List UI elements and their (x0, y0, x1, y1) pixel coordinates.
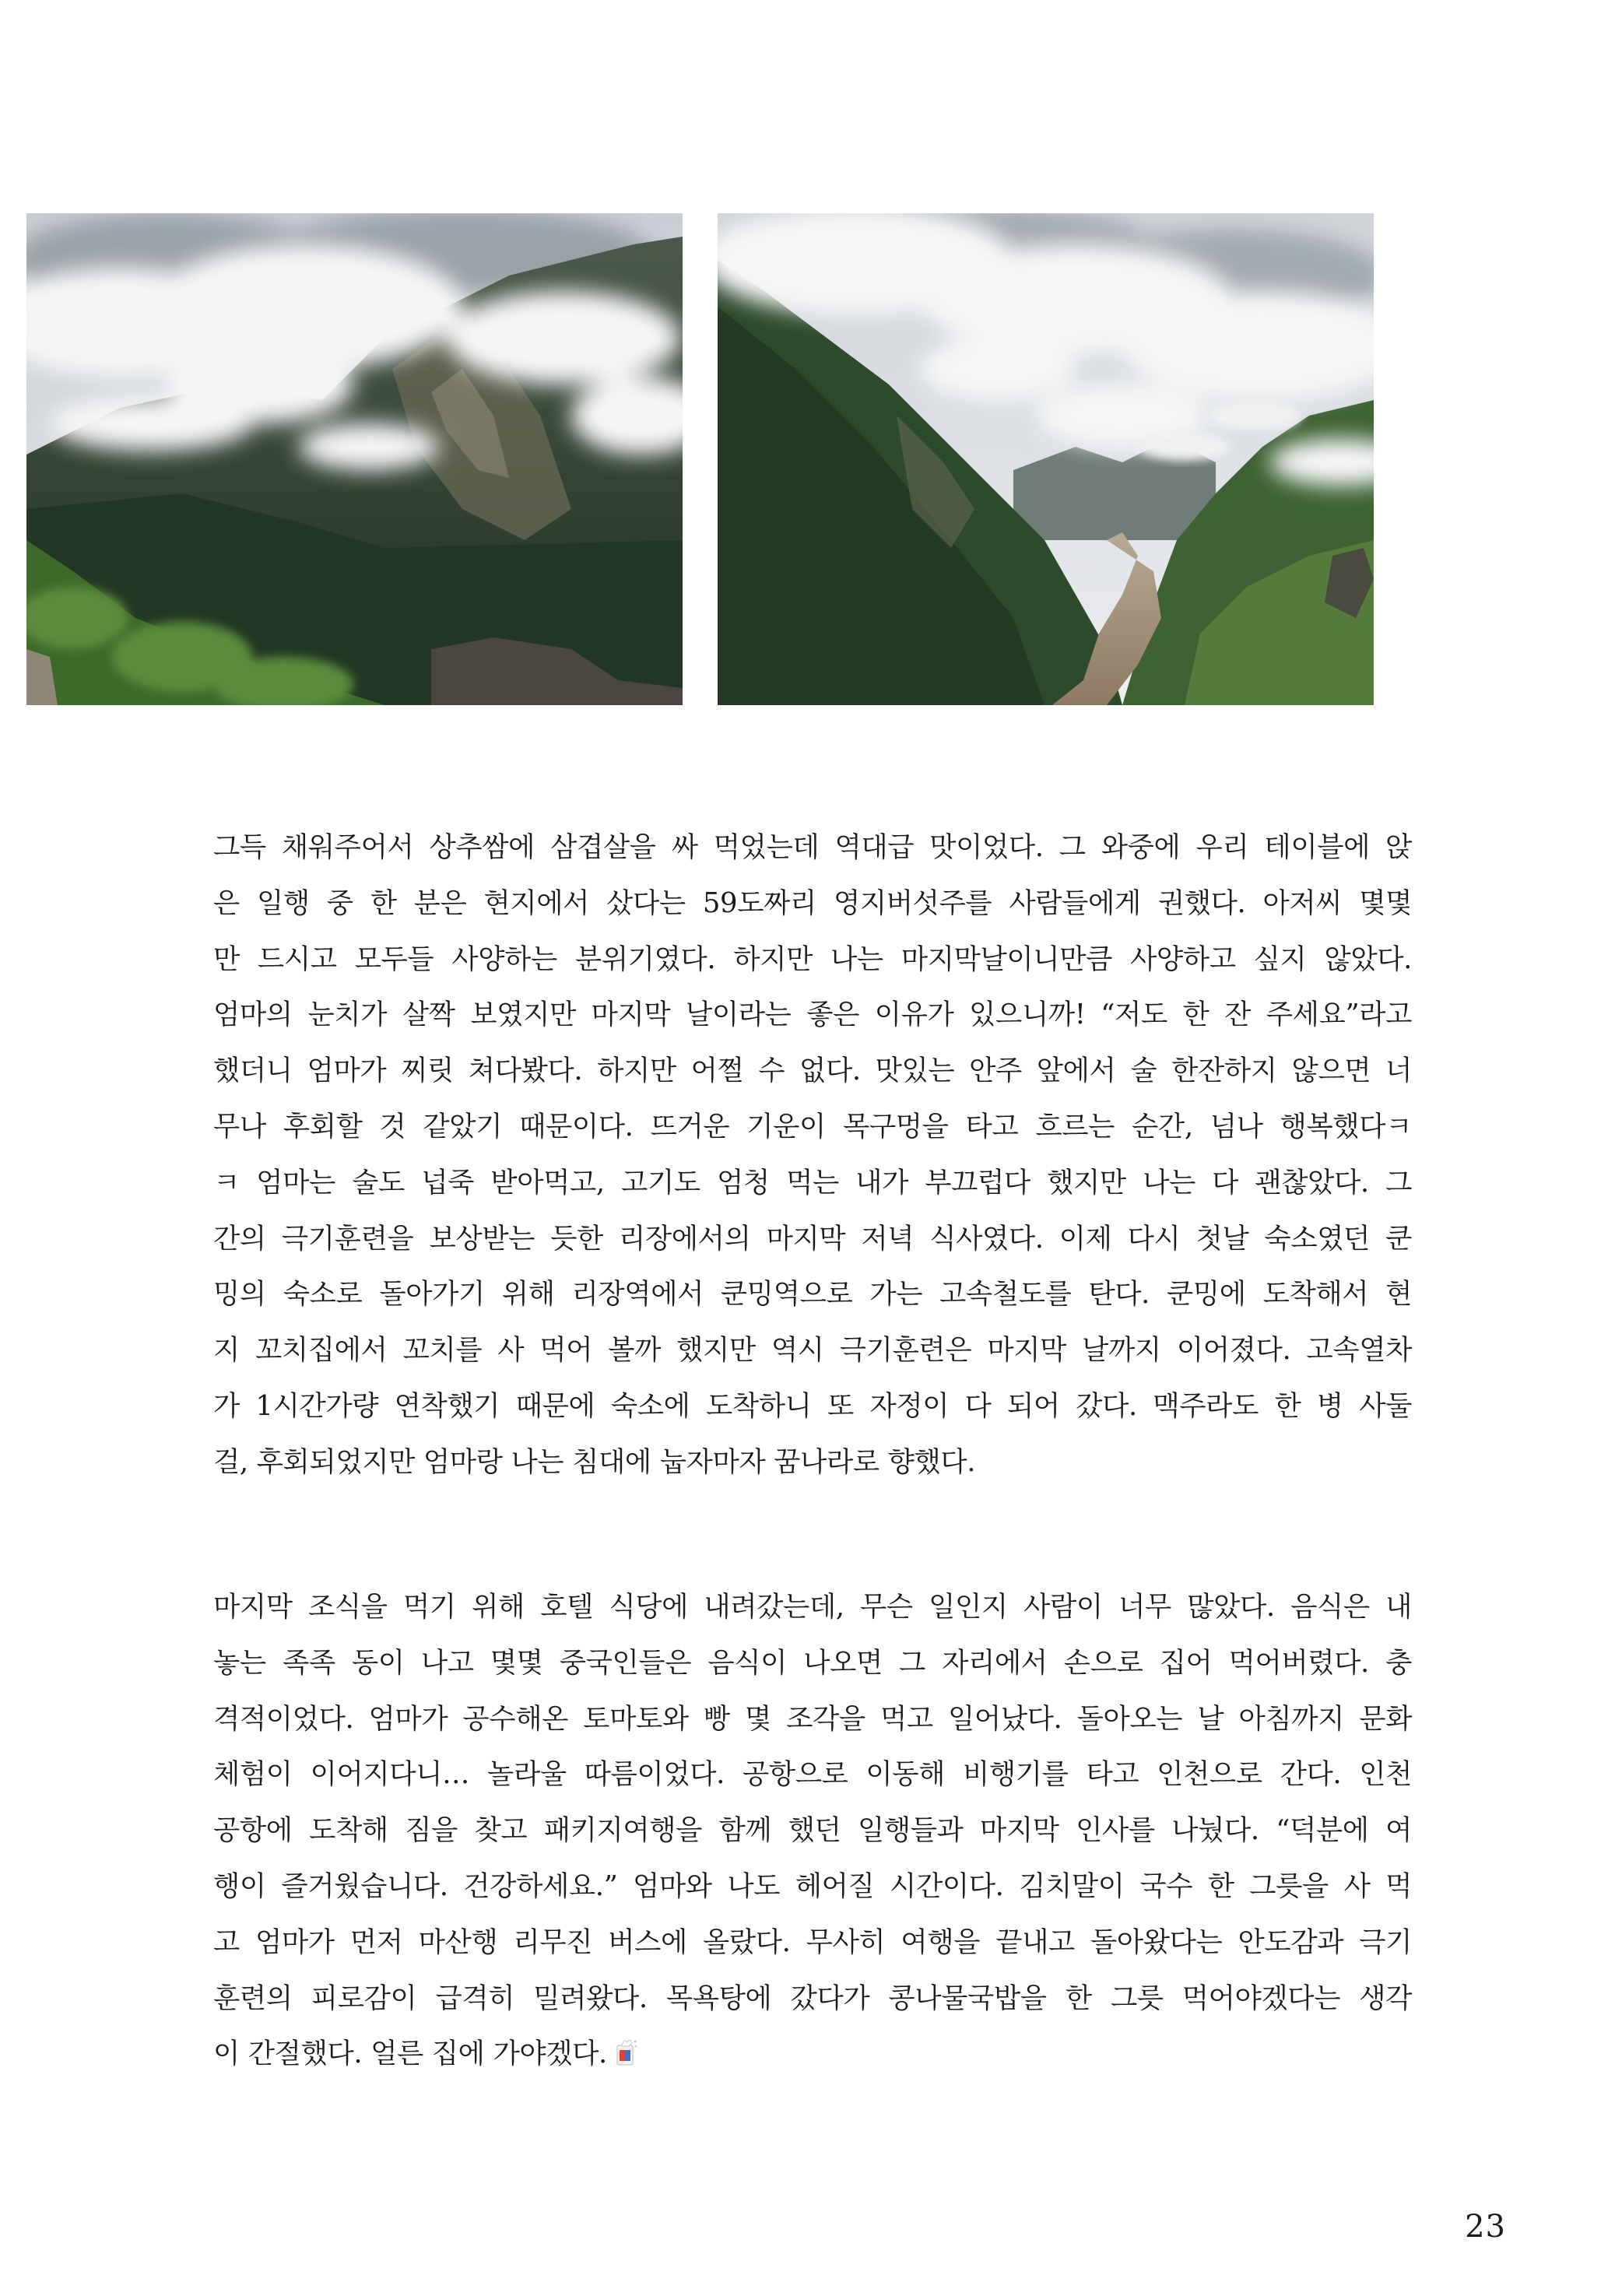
mountain-photo-left-image (26, 213, 683, 705)
text-line: 그득 채워주어서 상추쌈에 삼겹살을 싸 먹었는데 역대급 맛이었다. 그 와중에 우리 테이블에 앉 (213, 831, 1412, 863)
tissue-box-icon (615, 2031, 638, 2062)
page-number: 23 (1465, 2209, 1506, 2245)
text-line: 행이 즐거웠습니다. 건강하세요.” 엄마와 나도 헤어질 시간이다. 김치말이 국수 한 그릇을 사 먹 (213, 1869, 1412, 1902)
text-line: 만 드시고 모두들 사양하는 분위기였다. 하지만 나는 마지막날이니만큼 사양하고 싶지 않았다. (213, 943, 1412, 975)
text-line: 체험이 이어지다니… 놀라울 따름이었다. 공항으로 이동해 비행기를 타고 인천으로 간다. 인천 (213, 1758, 1412, 1791)
text-line: 격적이었다. 엄마가 공수해온 토마토와 빵 몇 조각을 먹고 일어났다. 돌아오는 날 아침까지 문화 (213, 1702, 1412, 1735)
text-line: 놓는 족족 동이 나고 몇몇 중국인들은 음식이 나오면 그 자리에서 손으로 집어 먹어버렸다. 충 (213, 1646, 1412, 1679)
text-line: 은 일행 중 한 분은 현지에서 샀다는 59도짜리 영지버섯주를 사람들에게 권했다. 아저씨 몇몇 (213, 886, 1412, 919)
text-line: 간의 극기훈련을 보상받는 듯한 리장에서의 마지막 저녁 식사였다. 이제 다시 첫날 숙소였던 쿤 (213, 1222, 1412, 1255)
text-line: 걸, 후회되었지만 엄마랑 나는 침대에 눕자마자 꿈나라로 향했다. (213, 1445, 976, 1478)
text-line: 지 꼬치집에서 꼬치를 사 먹어 볼까 했지만 역시 극기훈련은 마지막 날까지 이어졌다. 고속열차 (213, 1334, 1412, 1367)
text-line: 공항에 도착해 짐을 찾고 패키지여행을 함께 했던 일행들과 마지막 인사를 나눴다. “덕분에 여 (213, 1814, 1412, 1847)
text-line: 가 1시간가량 연착했기 때문에 숙소에 도착하니 또 자정이 다 되어 갔다. 맥주라도 한 병 사둘 (213, 1389, 1412, 1422)
mountain-photo-left (26, 213, 683, 705)
text-line: 고 엄마가 먼저 마산행 리무진 버스에 올랐다. 무사히 여행을 끝내고 돌아왔다는 안도감과 극기 (213, 1926, 1412, 1958)
text-line-last (213, 2026, 1412, 2082)
text-line: 훈련의 피로감이 급격히 밀려왔다. 목욕탕에 갔다가 콩나물국밥을 한 그릇 먹어야겠다는 생각 (213, 1982, 1412, 2014)
mountain-photo-right (718, 213, 1374, 705)
text-line: 엄마의 눈치가 살짝 보였지만 마지막 날이라는 좋은 이유가 있으니까! “저도 한 잔 주세요”라고 (213, 999, 1412, 1031)
text-line: 했더니 엄마가 찌릿 쳐다봤다. 하지만 어쩔 수 없다. 맛있는 안주 앞에서 술 한잔하지 않으면 너 (213, 1055, 1412, 1087)
text-line-content: 이 간절했다. 얼른 집에 가야겠다. (213, 2038, 607, 2070)
mountain-photo-right-image (718, 213, 1374, 705)
body-paragraph-2 (213, 1579, 1412, 2082)
text-line: 밍의 숙소로 돌아가기 위해 리장역에서 쿤밍역으로 가는 고속철도를 탄다. 쿤밍에 도착해서 현 (213, 1278, 1412, 1311)
text-line: 마지막 조식을 먹기 위해 호텔 식당에 내려갔는데, 무슨 일인지 사람이 너무 많았다. 음식은 내 (213, 1591, 1412, 1623)
text-line: 무나 후회할 것 같았기 때문이다. 뜨거운 기운이 목구멍을 타고 흐르는 순간, 넘나 행복했다ㅋ (213, 1110, 1412, 1143)
body-paragraph-1 (213, 820, 1412, 1490)
text-line: ㅋ 엄마는 술도 넙죽 받아먹고, 고기도 엄청 먹는 내가 부끄럽다 했지만 나는 다 괜찮았다. 그 (213, 1166, 1412, 1199)
